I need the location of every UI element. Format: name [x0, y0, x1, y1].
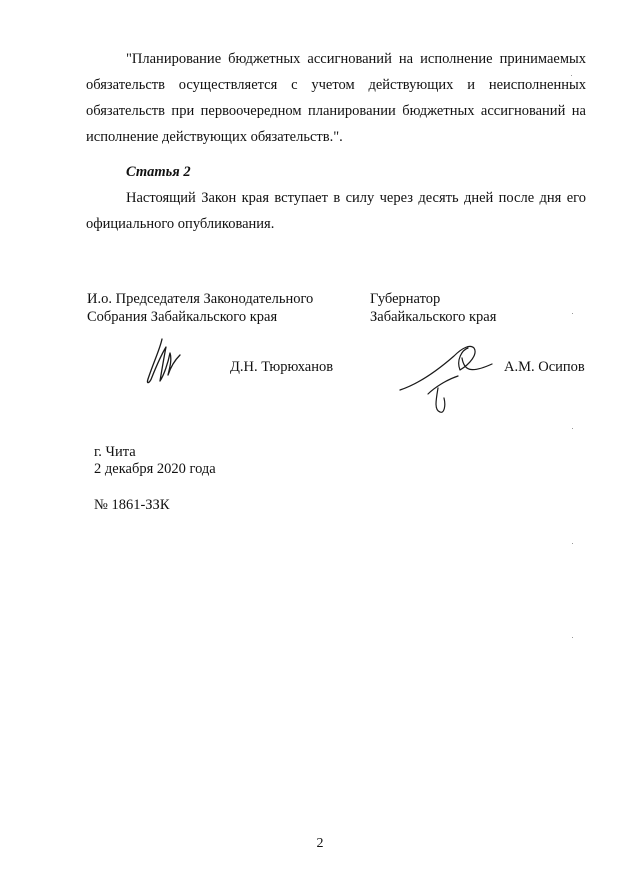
scan-speck [572, 313, 573, 314]
paragraph-budget-planning [86, 46, 586, 150]
article-2-text-content: Настоящий Закон края вступает в силу через десять дней после дня его официального опубликования. [86, 190, 586, 232]
left-signatory-title-line2: Собрания Забайкальского края [87, 309, 278, 325]
scan-speck [572, 428, 573, 429]
right-signatory-title-line1: Губернатор [370, 291, 441, 307]
left-signatory-name: Д.Н. Тюрюханов [230, 359, 334, 375]
article-2-heading: Статья 2 [126, 164, 191, 180]
right-signatory-title-line2: Забайкальского края [370, 309, 497, 325]
scan-speck [572, 637, 573, 638]
right-signatory-name: А.М. Осипов [504, 359, 585, 375]
date: 2 декабря 2020 года [94, 461, 216, 477]
scan-speck [571, 75, 572, 76]
place: г. Чита [94, 444, 136, 460]
right-signature-stroke [400, 346, 492, 412]
law-number: № 1861-ЗЗК [94, 497, 170, 513]
scan-speck [572, 543, 573, 544]
left-signatory-title-line1: И.о. Председателя Законодательного [87, 291, 314, 307]
article-2-text [86, 185, 586, 237]
paragraph-text: "Планирование бюджетных ассигнований на исполнение принимаемых обязательств осуществляется с учетом действующих и неисполненных обязательств при первоочередном планировании бюджетных ассигнований на исполнение действующих обязательств.". [86, 51, 586, 145]
page-number: 2 [316, 836, 324, 851]
left-signature-stroke [147, 339, 180, 383]
left-signature-image [140, 335, 190, 387]
right-signature-image [398, 340, 498, 416]
